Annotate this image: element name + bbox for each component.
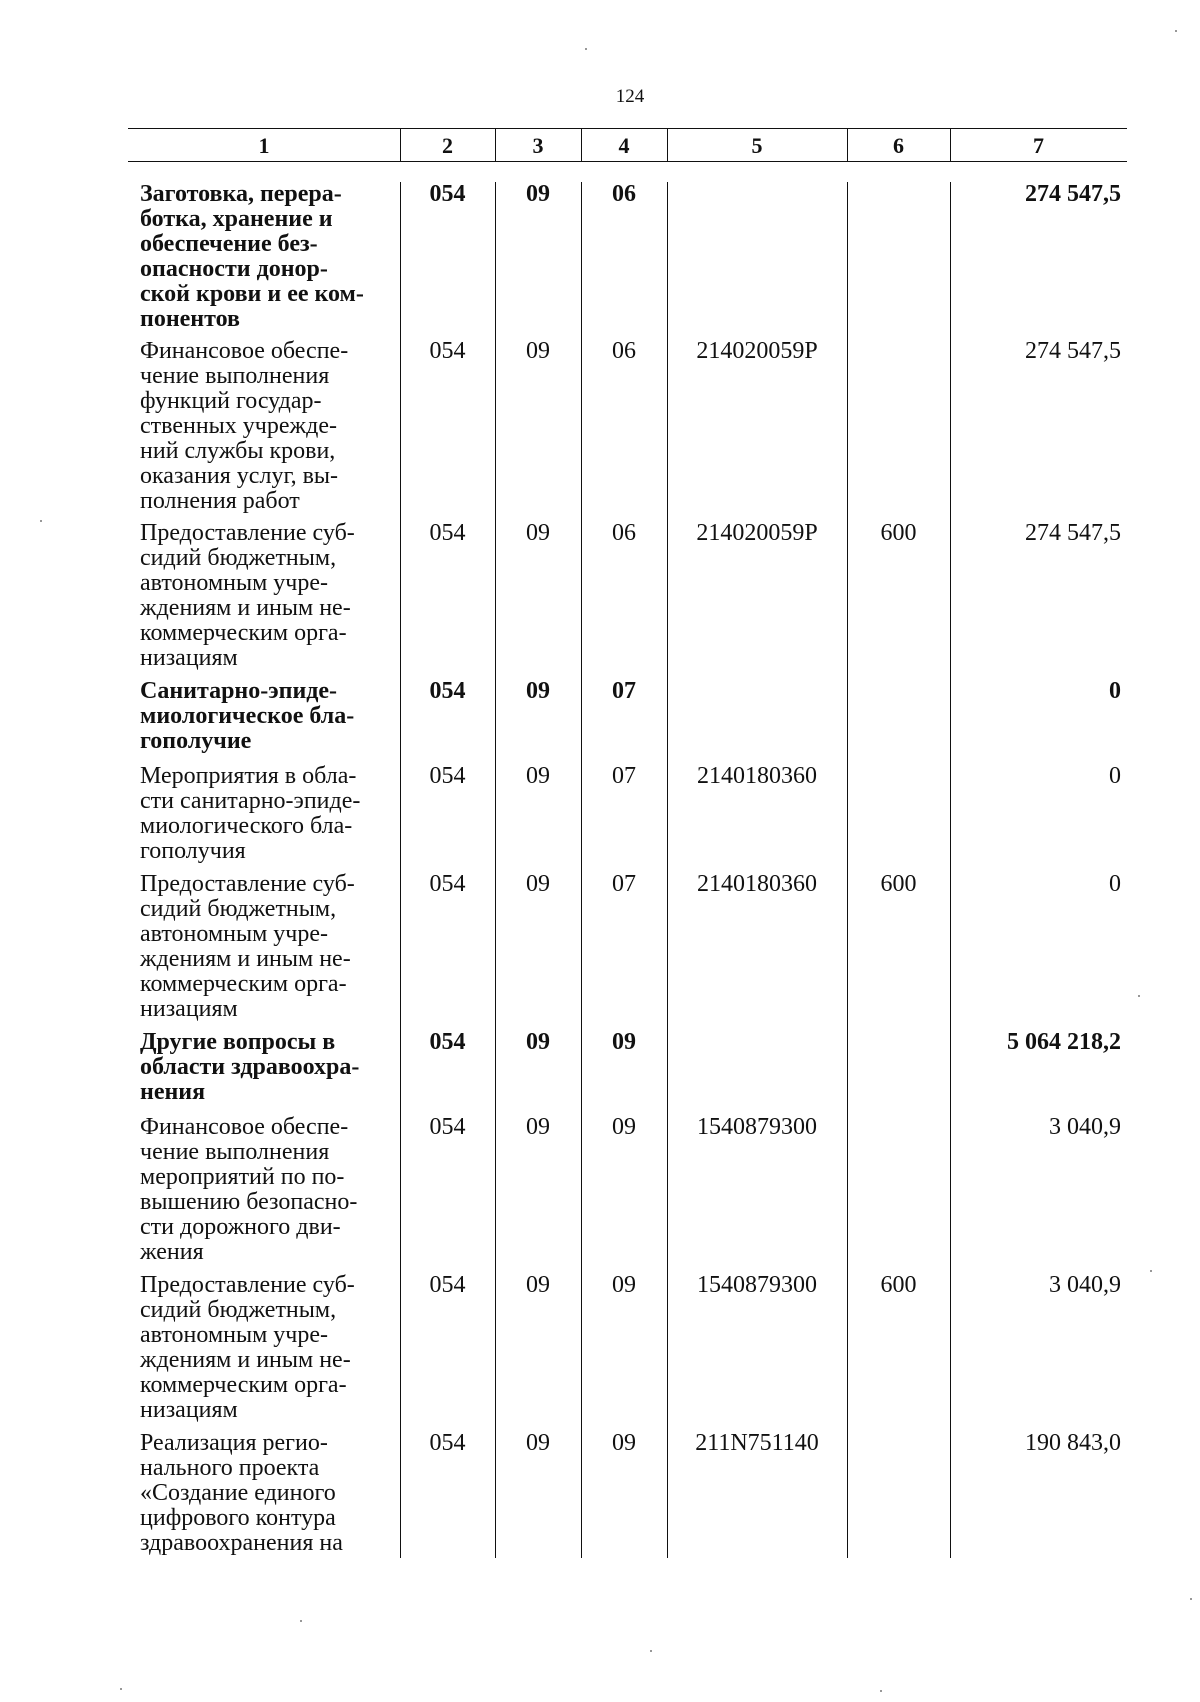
row-ministry-code: 054	[429, 520, 466, 546]
row-section-code: 09	[526, 1114, 550, 1140]
row-target-code: 2140180360	[697, 763, 817, 789]
body-divider	[847, 182, 848, 1558]
scan-speck	[650, 1650, 652, 1652]
row-target-code: 214020059Р	[696, 520, 818, 546]
row-expense-type: 600	[880, 520, 917, 546]
row-amount: 0	[1109, 871, 1121, 897]
row-section-code: 09	[526, 678, 550, 704]
header-divider	[581, 128, 582, 161]
row-name: Реализация регио- нального проекта «Создание единого цифрового контура здравоохранения на	[140, 1430, 343, 1556]
row-subsection-code: 09	[612, 1029, 636, 1055]
table-header-bottom-rule	[128, 161, 1127, 162]
row-ministry-code: 054	[429, 871, 466, 897]
header-col-1: 1	[258, 133, 270, 158]
row-name: Другие вопросы в области здравоохра- нения	[140, 1029, 360, 1105]
row-ministry-code: 054	[429, 1029, 466, 1055]
row-ministry-code: 054	[429, 181, 466, 207]
header-divider	[950, 128, 951, 161]
row-subsection-code: 06	[612, 338, 636, 364]
row-name: Мероприятия в обла- сти санитарно-эпиде- миологического бла- гополучия	[140, 763, 361, 864]
row-amount: 5 064 218,2	[1007, 1029, 1121, 1055]
header-col-4: 4	[618, 133, 630, 158]
row-subsection-code: 09	[612, 1272, 636, 1298]
page-number: 124	[615, 86, 645, 107]
row-amount: 0	[1109, 678, 1121, 704]
row-ministry-code: 054	[429, 1430, 466, 1456]
row-subsection-code: 09	[612, 1114, 636, 1140]
header-col-7: 7	[1033, 133, 1044, 158]
row-name: Предоставление суб- сидий бюджетным, автономным учре- ждениям и иным не- коммерческим орга- низациям	[140, 871, 355, 1022]
row-name: Предоставление суб- сидий бюджетным, автономным учре- ждениям и иным не- коммерческим орга- низациям	[140, 520, 355, 671]
row-section-code: 09	[526, 1029, 550, 1055]
row-ministry-code: 054	[429, 1272, 466, 1298]
row-expense-type: 600	[880, 1272, 917, 1298]
row-subsection-code: 06	[612, 181, 636, 207]
row-name: Санитарно-эпиде- миологическое бла- гополучие	[140, 678, 355, 754]
header-col-5: 5	[751, 133, 763, 158]
row-ministry-code: 054	[429, 338, 466, 364]
body-divider	[400, 182, 401, 1558]
scan-speck	[1138, 995, 1140, 997]
body-divider	[667, 182, 668, 1558]
row-amount: 3 040,9	[1049, 1272, 1121, 1298]
row-section-code: 09	[526, 871, 550, 897]
row-amount: 274 547,5	[1025, 181, 1121, 207]
scan-speck	[1175, 30, 1177, 32]
row-expense-type: 600	[880, 871, 917, 897]
row-section-code: 09	[526, 1272, 550, 1298]
row-name: Финансовое обеспе- чение выполнения мероприятий по по- вышению безопасно- сти дорожного дви- жения	[140, 1114, 358, 1265]
row-name: Заготовка, перера- ботка, хранение и обеспечение без- опасности донор- ской крови и ее ком- понентов	[140, 181, 364, 332]
row-section-code: 09	[526, 338, 550, 364]
header-divider	[667, 128, 668, 161]
row-ministry-code: 054	[429, 678, 466, 704]
row-subsection-code: 06	[612, 520, 636, 546]
header-col-2: 2	[442, 133, 453, 158]
row-section-code: 09	[526, 763, 550, 789]
row-subsection-code: 09	[612, 1430, 636, 1456]
row-section-code: 09	[526, 520, 550, 546]
body-divider	[950, 182, 951, 1558]
row-amount: 274 547,5	[1025, 338, 1121, 364]
header-divider	[847, 128, 848, 161]
row-amount: 0	[1109, 763, 1121, 789]
row-subsection-code: 07	[612, 678, 636, 704]
scan-speck	[40, 520, 42, 522]
scan-speck	[1190, 1598, 1192, 1600]
body-divider	[581, 182, 582, 1558]
scan-speck	[120, 1688, 122, 1690]
scan-speck	[1150, 1270, 1152, 1272]
row-section-code: 09	[526, 1430, 550, 1456]
row-target-code: 1540879300	[697, 1272, 817, 1298]
row-amount: 3 040,9	[1049, 1114, 1121, 1140]
scan-speck	[880, 1690, 882, 1692]
header-col-6: 6	[893, 133, 904, 158]
row-name: Предоставление суб- сидий бюджетным, автономным учре- ждениям и иным не- коммерческим орга- низациям	[140, 1272, 355, 1423]
row-target-code: 211N751140	[695, 1430, 819, 1456]
table-top-rule	[128, 128, 1127, 129]
row-target-code: 2140180360	[697, 871, 817, 897]
header-col-3: 3	[532, 133, 544, 158]
row-name: Финансовое обеспе- чение выполнения функций государ- ственных учрежде- ний службы крови, оказания услуг, вы- полнения работ	[140, 338, 349, 514]
body-divider	[495, 182, 496, 1558]
row-amount: 274 547,5	[1025, 520, 1121, 546]
row-ministry-code: 054	[429, 1114, 466, 1140]
row-ministry-code: 054	[429, 763, 466, 789]
row-subsection-code: 07	[612, 871, 636, 897]
row-target-code: 214020059Р	[696, 338, 818, 364]
header-divider	[400, 128, 401, 161]
scan-speck	[585, 48, 587, 50]
row-amount: 190 843,0	[1025, 1430, 1121, 1456]
row-subsection-code: 07	[612, 763, 636, 789]
row-target-code: 1540879300	[697, 1114, 817, 1140]
header-divider	[495, 128, 496, 161]
row-section-code: 09	[526, 181, 550, 207]
scan-speck	[300, 1620, 302, 1622]
